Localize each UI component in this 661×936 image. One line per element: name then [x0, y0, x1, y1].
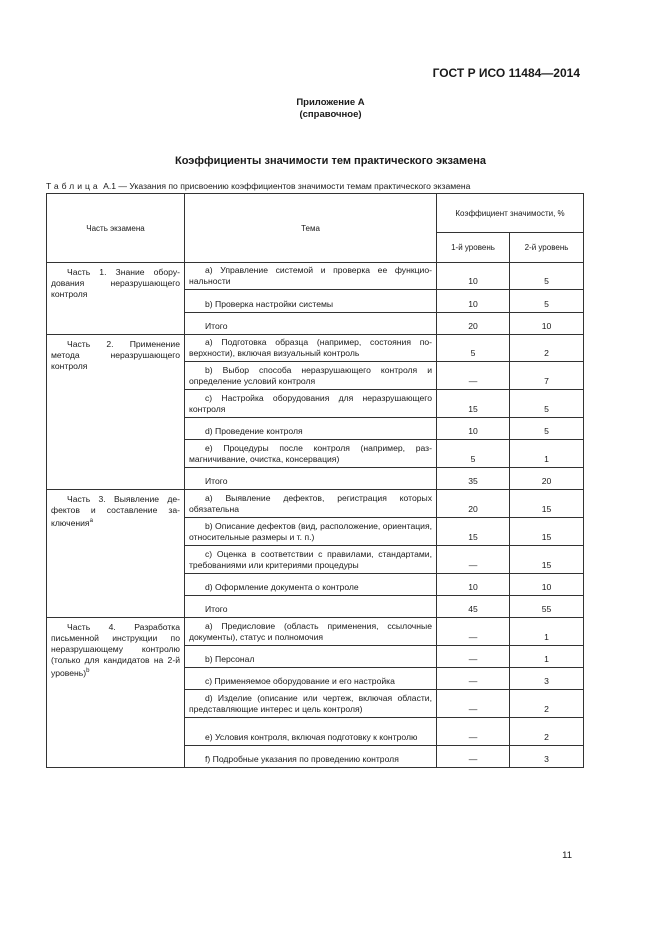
- table-row: [47, 490, 584, 518]
- topic-cell: b) Проверка настройки системы: [185, 290, 437, 313]
- topic-cell: a) Подготовка образца (например, состояния поверхности), включая визуальный контроль: [185, 335, 437, 362]
- caption-prefix: Таблица: [46, 181, 101, 191]
- level2-value: 10: [510, 574, 584, 596]
- table-row: [47, 335, 584, 362]
- level2-value: 1: [510, 440, 584, 468]
- header-level1: 1-й уровень: [437, 233, 510, 263]
- topic-cell: d) Изделие (описание или чертеж, включая области, представляющие интерес и цель контроля): [185, 690, 437, 718]
- exam-part-cell: [47, 335, 185, 490]
- level2-value: 2: [510, 335, 584, 362]
- annex-heading: [0, 97, 661, 121]
- level1-value: 35: [437, 468, 510, 490]
- level2-value: 10: [510, 313, 584, 335]
- level2-value: 15: [510, 490, 584, 518]
- topic-cell: a) Управление системой и проверка ее функциональности: [185, 263, 437, 290]
- level2-value: 5: [510, 390, 584, 418]
- topic-cell: d) Оформление документа о контроле: [185, 574, 437, 596]
- annex-note: (справочное): [299, 109, 362, 120]
- topic-cell: e) Процедуры после контроля (например, размагничивание, очистка, консервация): [185, 440, 437, 468]
- level1-value: —: [437, 718, 510, 746]
- level1-value: 15: [437, 518, 510, 546]
- level2-value: 5: [510, 263, 584, 290]
- level2-value: 2: [510, 718, 584, 746]
- level1-value: 5: [437, 440, 510, 468]
- caption-text: А.1 — Указания по присвоению коэффициентов значимости темам практического экзамена: [103, 181, 471, 191]
- header-topic: Тема: [185, 194, 437, 263]
- exam-part-label: Часть 2. Применение метода неразрушающего контроля: [51, 339, 180, 371]
- level1-value: —: [437, 618, 510, 646]
- topic-cell: c) Настройка оборудования для неразрушающего контроля: [185, 390, 437, 418]
- exam-part-cell: [47, 618, 185, 768]
- topic-cell: a) Предисловие (область применения, ссылочные документы), статус и полномочия: [185, 618, 437, 646]
- footnote-mark: b: [86, 668, 90, 674]
- level2-value: 20: [510, 468, 584, 490]
- header-coefficient: Коэффициент значимости, %: [437, 194, 584, 233]
- table-body: [47, 263, 584, 768]
- level1-value: —: [437, 668, 510, 690]
- level2-value: 5: [510, 418, 584, 440]
- page-title: Коэффициенты значимости тем практического экзамена: [175, 155, 486, 167]
- level1-value: 10: [437, 418, 510, 440]
- exam-part-label: Часть 4. Разработка письменной инструкции по неразрушающему контролю (только для кандидатов на 2-й уровень): [51, 622, 180, 678]
- topic-cell: Итого: [185, 596, 437, 618]
- level2-value: 2: [510, 690, 584, 718]
- topic-cell: c) Применяемое оборудование и его настройка: [185, 668, 437, 690]
- page-number: 11: [562, 850, 572, 861]
- level1-value: 10: [437, 574, 510, 596]
- exam-part-label: Часть 3. Выявление дефектов и составление заключения: [51, 494, 180, 528]
- level1-value: 15: [437, 390, 510, 418]
- topic-cell: b) Выбор способа неразрушающего контроля и определение условий контроля: [185, 362, 437, 390]
- topic-cell: Итого: [185, 468, 437, 490]
- level2-value: 3: [510, 746, 584, 768]
- level2-value: 1: [510, 618, 584, 646]
- level1-value: —: [437, 362, 510, 390]
- level1-value: —: [437, 546, 510, 574]
- header-part: Часть экзамена: [47, 194, 185, 263]
- topic-cell: c) Оценка в соответствии с правилами, стандартами, требованиями или критериями процедуры: [185, 546, 437, 574]
- level1-value: —: [437, 646, 510, 668]
- table-row: [47, 263, 584, 290]
- topic-cell: Итого: [185, 313, 437, 335]
- level2-value: 3: [510, 668, 584, 690]
- exam-part-cell: [47, 263, 185, 335]
- level1-value: 10: [437, 290, 510, 313]
- topic-cell: b) Описание дефектов (вид, расположение, ориентация, относительные размеры и т. п.): [185, 518, 437, 546]
- topic-cell: b) Персонал: [185, 646, 437, 668]
- level2-value: 15: [510, 546, 584, 574]
- level1-value: 10: [437, 263, 510, 290]
- exam-part-cell: [47, 490, 185, 618]
- exam-part-label: Часть 1. Знание оборудования неразрушающего контроля: [51, 267, 180, 299]
- level1-value: —: [437, 746, 510, 768]
- level1-value: 45: [437, 596, 510, 618]
- level1-value: 20: [437, 490, 510, 518]
- topic-cell: f) Подробные указания по проведению контроля: [185, 746, 437, 768]
- level1-value: 20: [437, 313, 510, 335]
- standard-number: ГОСТ Р ИСО 11484—2014: [432, 66, 580, 80]
- topic-cell: a) Выявление дефектов, регистрация которых обязательна: [185, 490, 437, 518]
- table-row: [47, 618, 584, 646]
- table-caption: [46, 181, 470, 191]
- level2-value: 15: [510, 518, 584, 546]
- topic-cell: e) Условия контроля, включая подготовку к контролю: [185, 718, 437, 746]
- topic-cell: d) Проведение контроля: [185, 418, 437, 440]
- level2-value: 7: [510, 362, 584, 390]
- level1-value: —: [437, 690, 510, 718]
- annex-label: Приложение А: [296, 97, 365, 108]
- coefficients-table: [46, 193, 584, 768]
- level1-value: 5: [437, 335, 510, 362]
- level2-value: 55: [510, 596, 584, 618]
- footnote-mark: a: [89, 518, 93, 524]
- header-level2: 2-й уровень: [510, 233, 584, 263]
- level2-value: 5: [510, 290, 584, 313]
- level2-value: 1: [510, 646, 584, 668]
